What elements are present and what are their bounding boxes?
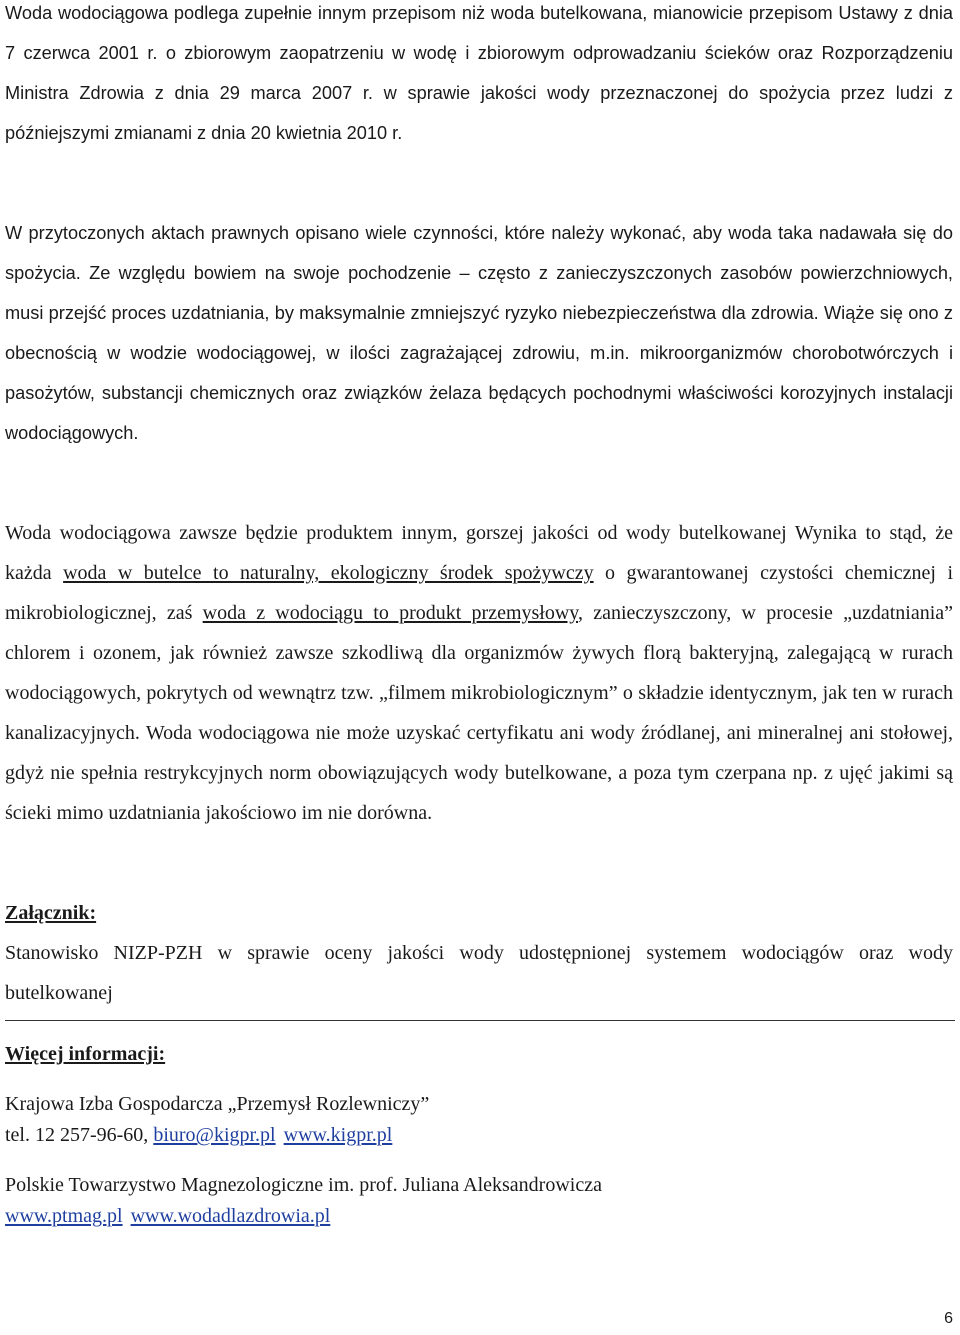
paragraph-legal-basis: Woda wodociągowa podlega zupełnie innym przepisom niż woda butelkowana, mianowicie przepisom Ustawy z dnia 7 czerwca 2001 r. o zbiorowym zaopatrzeniu w wodę i zbiorowym odprowadzaniu ścieków oraz Rozporządzeniu Ministra Zdrowia z dnia 29 marca 2007 r. w sprawie jakości wody przeznaczonej do spożycia przez ludzi z późniejszymi zmianami z dnia 20 kwietnia 2010 r. [5, 3, 953, 143]
links-line [5, 1205, 330, 1228]
page-number: 6 [944, 1310, 953, 1327]
email-link[interactable]: biuro@kigpr.pl [153, 1124, 276, 1146]
organization-kig: Krajowa Izba Gospodarcza „Przemysł Rozlewniczy” [5, 1093, 430, 1115]
more-info-heading: Więcej informacji: [5, 1043, 166, 1065]
comparison-text-1: Woda wodociągowa zawsze będzie produktem innym, gorszej jakości od wody butelkowanej Wynika to stąd, że każda [5, 522, 953, 584]
underlined-bottled-water-phrase: woda w butelce to naturalny, ekologiczny środek spożywczy [63, 562, 594, 584]
comparison-text-2: o gwarantowanej czystości chemicznej i mikrobiologicznej, zaś [5, 562, 954, 624]
divider [5, 1020, 955, 1021]
contact-line [5, 1124, 392, 1147]
paragraph-treatment: W przytoczonych aktach prawnych opisano wiele czynności, które należy wykonać, aby woda taka nadawała się do spożycia. Ze względu bowiem na swoje pochodzenie – często z zanieczyszczonych zasobów powierzchniowych, musi przejść proces uzdatniania, by maksymalnie zmniejszyć ryzyko niebezpieczeństwa dla zdrowia. Wiąże się ono z obecnością w wodzie wodociągowej, w ilości zagrażającej zdrowiu, m.in. mikroorganizmów chorobotwórczych i pasożytów, substancji chemicznych oraz związków żelaza będących pochodnymi właściwości korozyjnych instalacji wodociągowych. [5, 223, 953, 443]
paragraph-comparison [5, 513, 953, 833]
organization-ptm: Polskie Towarzystwo Magnezologiczne im. prof. Juliana Aleksandrowicza [5, 1174, 602, 1196]
attachment-heading: Załącznik: [5, 902, 97, 924]
attachment-text: Stanowisko NIZP-PZH w sprawie oceny jakości wody udostępnionej systemem wodociągów oraz wody butelkowanej [5, 942, 953, 1004]
phone-number: tel. 12 257-96-60, [5, 1124, 154, 1146]
comparison-text-3: , zanieczyszczony, w procesie „uzdatniania” chlorem i ozonem, jak również zawsze szkodliwą dla organizmów żywych florą bakteryjną, zalegającą w rurach wodociągowych, pokrytych od wewnątrz tzw. „filmem mikrobiologicznym” o składzie identycznym, jak ten w rurach kanalizacyjnych. Woda wodociągowa nie może uzyskać certyfikatu ani wody źródlanej, ani mineralnej ani stołowej, gdyż nie spełnia restrykcyjnych norm obowiązujących wody butelkowane, a poza tym czerpana np. z ujęć jakimi są ścieki mimo uzdatniania jakościowo im nie dorówna. [5, 602, 953, 824]
website-link-ptmag[interactable]: www.ptmag.pl [5, 1205, 123, 1227]
website-link-wodadlazdrowia[interactable]: www.wodadlazdrowia.pl [130, 1205, 331, 1227]
underlined-tap-water-phrase: woda z wodociągu to produkt przemysłowy [202, 602, 578, 624]
website-link-kigpr[interactable]: www.kigpr.pl [283, 1124, 393, 1146]
